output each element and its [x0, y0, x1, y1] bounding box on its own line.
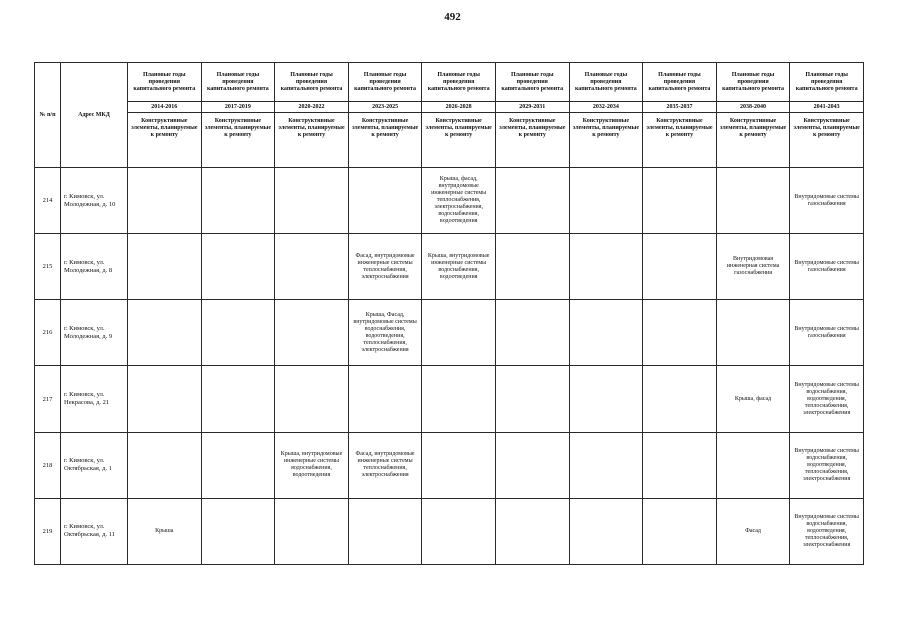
- row-work-cell: [201, 300, 275, 366]
- header-period-years: 2041-2043: [790, 102, 864, 113]
- table-row: [35, 300, 864, 366]
- row-address: г. Кимовск, ул. Некрасова, д. 21: [61, 366, 128, 432]
- row-work-cell: [643, 234, 717, 300]
- row-work-cell: [128, 234, 202, 300]
- row-work-cell: Внутридомовые системы водоснабжения, водоотведения, теплоснабжения, электроснабжения: [790, 498, 864, 564]
- header-period-title: Плановые годы проведения капитального ремонта: [643, 63, 717, 102]
- row-work-cell: [275, 498, 349, 564]
- header-elements-label: Конструктивные элементы, планируемые к ремонту: [422, 113, 496, 168]
- row-work-cell: [643, 300, 717, 366]
- row-work-cell: [495, 498, 569, 564]
- row-work-cell: Фасад: [716, 498, 790, 564]
- header-period-title: Плановые годы проведения капитального ремонта: [716, 63, 790, 102]
- header-period-years: 2032-2034: [569, 102, 643, 113]
- row-work-cell: Крыша, фасад, внутридомовые инженерные системы теплоснабжения, электроснабжения, водоснабжения, водоотведения: [422, 168, 496, 234]
- row-work-cell: [275, 168, 349, 234]
- row-number: 216: [35, 300, 61, 366]
- row-work-cell: [201, 168, 275, 234]
- header-elements-label: Конструктивные элементы, планируемые к ремонту: [201, 113, 275, 168]
- row-work-cell: Внутридомовые системы водоснабжения, водоотведения, теплоснабжения, электроснабжения: [790, 366, 864, 432]
- row-work-cell: [495, 168, 569, 234]
- row-work-cell: [422, 300, 496, 366]
- row-work-cell: [275, 300, 349, 366]
- row-number: 219: [35, 498, 61, 564]
- row-work-cell: Фасад, внутридомовые инженерные системы теплоснабжения, электроснабжения: [348, 234, 422, 300]
- row-address: г. Кимовск, ул. Молодежная, д. 10: [61, 168, 128, 234]
- row-number: 218: [35, 432, 61, 498]
- row-work-cell: [201, 432, 275, 498]
- row-work-cell: [201, 498, 275, 564]
- row-work-cell: [569, 300, 643, 366]
- row-work-cell: [201, 234, 275, 300]
- row-work-cell: [275, 366, 349, 432]
- row-work-cell: [643, 432, 717, 498]
- header-elements-label: Конструктивные элементы, планируемые к ремонту: [790, 113, 864, 168]
- row-work-cell: [569, 432, 643, 498]
- row-work-cell: Внутридомовая инженерная система газоснабжения: [716, 234, 790, 300]
- row-address: г. Кимовск, ул. Октябрьская, д. 1: [61, 432, 128, 498]
- row-work-cell: Внутридомовые системы газоснабжения: [790, 234, 864, 300]
- table-row: [35, 168, 864, 234]
- header-number: № п/п: [35, 63, 61, 168]
- table-row: [35, 432, 864, 498]
- row-number: 215: [35, 234, 61, 300]
- header-period-title: Плановые годы проведения капитального ремонта: [275, 63, 349, 102]
- row-work-cell: [128, 432, 202, 498]
- row-number: 217: [35, 366, 61, 432]
- row-work-cell: Крыша: [128, 498, 202, 564]
- header-elements-label: Конструктивные элементы, планируемые к ремонту: [348, 113, 422, 168]
- row-work-cell: Крыша, фасад: [716, 366, 790, 432]
- header-period-years: 2035-2037: [643, 102, 717, 113]
- row-work-cell: [128, 300, 202, 366]
- header-row-titles: [35, 63, 864, 102]
- header-period-years: 2026-2028: [422, 102, 496, 113]
- row-address: г. Кимовск, ул. Молодежная, д. 8: [61, 234, 128, 300]
- header-period-years: 2020-2022: [275, 102, 349, 113]
- header-elements-label: Конструктивные элементы, планируемые к ремонту: [569, 113, 643, 168]
- row-work-cell: Крыша, внутридомовые инженерные системы водоснабжения, водоотведения: [422, 234, 496, 300]
- table-row: [35, 234, 864, 300]
- header-elements-label: Конструктивные элементы, планируемые к ремонту: [716, 113, 790, 168]
- header-period-title: Плановые годы проведения капитального ремонта: [348, 63, 422, 102]
- row-work-cell: Внутридомовые системы водоснабжения, водоотведения, теплоснабжения, электроснабжения: [790, 432, 864, 498]
- row-work-cell: [348, 498, 422, 564]
- header-period-years: 2023-2025: [348, 102, 422, 113]
- page-number: 492: [444, 11, 461, 23]
- row-work-cell: [348, 168, 422, 234]
- row-work-cell: [128, 168, 202, 234]
- header-elements-label: Конструктивные элементы, планируемые к ремонту: [495, 113, 569, 168]
- row-work-cell: Крыша, внутридомовые инженерные системы водоснабжения, водоотведения: [275, 432, 349, 498]
- row-work-cell: [643, 168, 717, 234]
- row-work-cell: [422, 498, 496, 564]
- header-period-years: 2038-2040: [716, 102, 790, 113]
- row-work-cell: [643, 366, 717, 432]
- row-work-cell: Внутридомовые системы газоснабжения: [790, 300, 864, 366]
- row-work-cell: [422, 366, 496, 432]
- row-address: г. Кимовск, ул. Октябрьская, д. 11: [61, 498, 128, 564]
- header-period-title: Плановые годы проведения капитального ремонта: [495, 63, 569, 102]
- row-work-cell: Внутридомовые системы газоснабжения: [790, 168, 864, 234]
- header-period-title: Плановые годы проведения капитального ремонта: [128, 63, 202, 102]
- header-period-years: 2014-2016: [128, 102, 202, 113]
- row-work-cell: Фасад, внутридомовые инженерные системы теплоснабжения, электроснабжения: [348, 432, 422, 498]
- header-elements-label: Конструктивные элементы, планируемые к ремонту: [275, 113, 349, 168]
- header-row-elements: [35, 113, 864, 168]
- capital-repair-schedule-table: [34, 62, 864, 565]
- row-work-cell: Крыша, Фасад, внутридомовые системы водоснабжения, водоотведения, теплоснабжения, электроснабжения: [348, 300, 422, 366]
- header-address: Адрес МКД: [61, 63, 128, 168]
- row-work-cell: [201, 366, 275, 432]
- row-work-cell: [569, 366, 643, 432]
- header-period-title: Плановые годы проведения капитального ремонта: [422, 63, 496, 102]
- row-work-cell: [716, 168, 790, 234]
- row-address: г. Кимовск, ул. Молодежная, д. 9: [61, 300, 128, 366]
- header-period-years: 2029-2031: [495, 102, 569, 113]
- row-work-cell: [128, 366, 202, 432]
- header-period-title: Плановые годы проведения капитального ремонта: [201, 63, 275, 102]
- header-period-title: Плановые годы проведения капитального ремонта: [569, 63, 643, 102]
- header-elements-label: Конструктивные элементы, планируемые к ремонту: [128, 113, 202, 168]
- row-work-cell: [495, 366, 569, 432]
- row-work-cell: [422, 432, 496, 498]
- table-row: [35, 366, 864, 432]
- row-work-cell: [495, 234, 569, 300]
- row-work-cell: [495, 300, 569, 366]
- header-period-title: Плановые годы проведения капитального ремонта: [790, 63, 864, 102]
- row-work-cell: [348, 366, 422, 432]
- row-work-cell: [569, 234, 643, 300]
- row-work-cell: [716, 432, 790, 498]
- row-work-cell: [569, 498, 643, 564]
- header-row-years: [35, 102, 864, 113]
- header-period-years: 2017-2019: [201, 102, 275, 113]
- row-work-cell: [643, 498, 717, 564]
- row-number: 214: [35, 168, 61, 234]
- row-work-cell: [275, 234, 349, 300]
- row-work-cell: [569, 168, 643, 234]
- row-work-cell: [716, 300, 790, 366]
- header-elements-label: Конструктивные элементы, планируемые к ремонту: [643, 113, 717, 168]
- row-work-cell: [495, 432, 569, 498]
- table-row: [35, 498, 864, 564]
